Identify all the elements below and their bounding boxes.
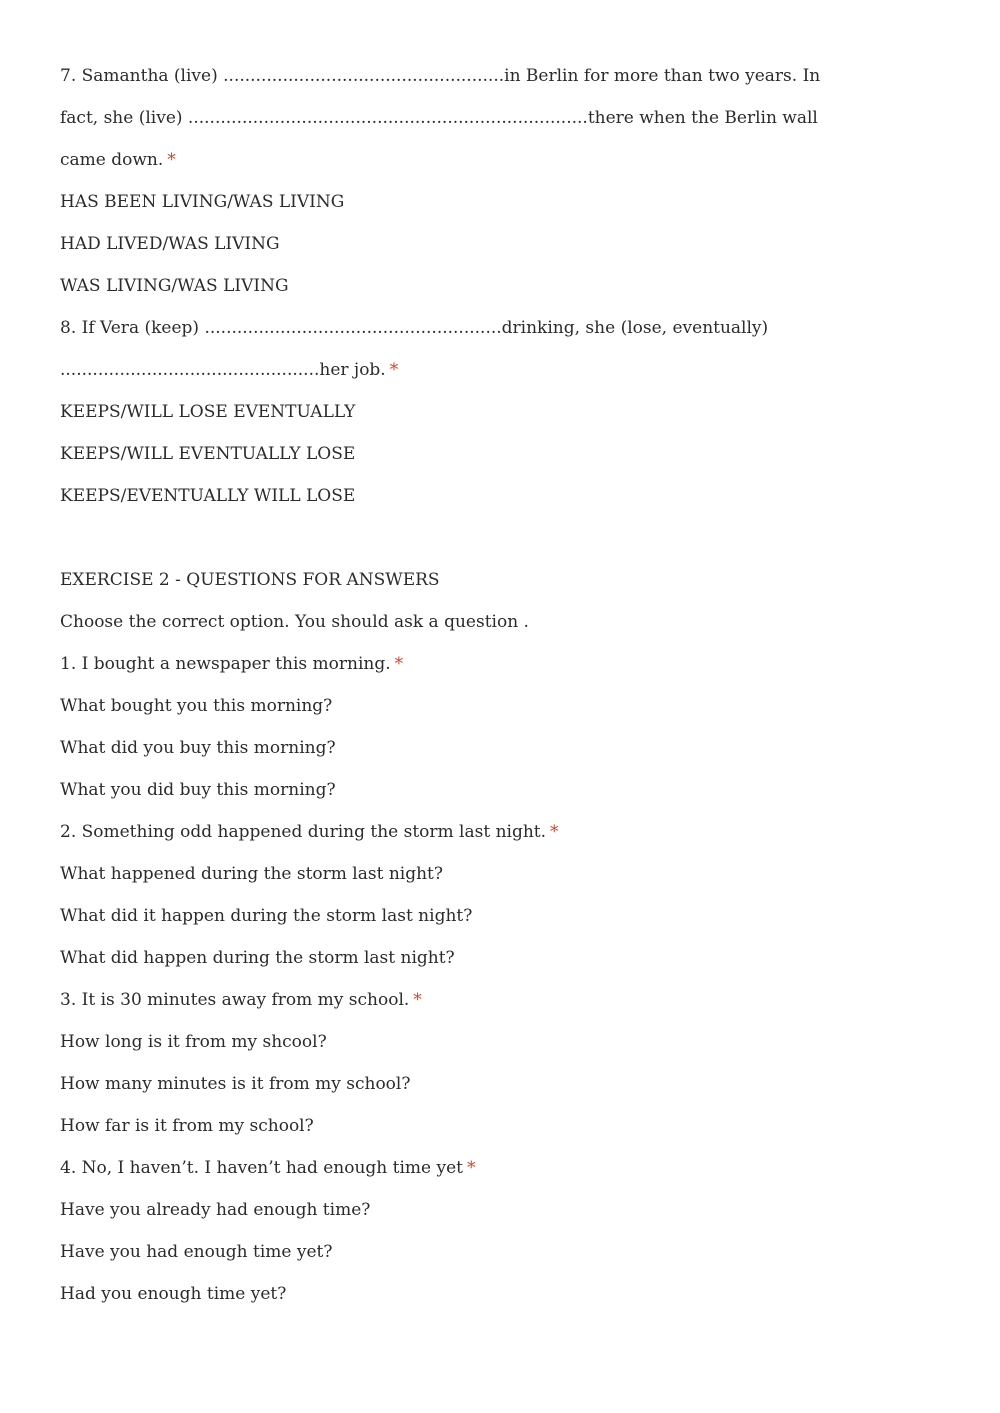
question-7: [60, 55, 821, 307]
exercise-2-question-1: [60, 643, 780, 811]
required-marker: *: [394, 654, 404, 674]
required-marker: *: [413, 990, 422, 1010]
question-7-option-2[interactable]: HAD LIVED/WAS LIVING: [60, 234, 280, 254]
required-marker: *: [550, 822, 559, 842]
question-prompt-text: 1. I bought a newspaper this morning.: [60, 654, 391, 674]
question-8-text-end: ................................................her job.: [60, 360, 386, 380]
question-prompt: [60, 811, 780, 853]
required-marker: *: [389, 360, 399, 380]
exercise-2-instruction: Choose the correct option. You should ask a question .: [60, 612, 529, 632]
question-7-text-line-2: fact, she (live) ..........................................................................there when the Berlin wall: [60, 108, 818, 128]
question-8-option-3[interactable]: KEEPS/EVENTUALLY WILL LOSE: [60, 486, 356, 506]
question-7-text-end: came down.: [60, 150, 164, 170]
question-option[interactable]: Have you already had enough time?: [60, 1200, 371, 1220]
question-option[interactable]: How far is it from my school?: [60, 1116, 314, 1136]
question-8: [60, 307, 780, 517]
question-option[interactable]: What did you buy this morning?: [60, 738, 336, 758]
question-7-text-line-3: [60, 139, 780, 181]
question-option[interactable]: How many minutes is it from my school?: [60, 1074, 411, 1094]
exercise-2-question-2: [60, 811, 780, 979]
question-8-text-line-1: 8. If Vera (keep) .......................................................drinking, she (lose, eventually): [60, 318, 769, 338]
question-7-option-1[interactable]: HAS BEEN LIVING/WAS LIVING: [60, 192, 345, 212]
question-8-text-line-2: [60, 349, 780, 391]
question-prompt-text: 4. No, I haven’t. I haven’t had enough time yet: [60, 1158, 464, 1178]
required-marker: *: [167, 150, 176, 170]
exercise-2-question-3: [60, 979, 780, 1147]
question-option[interactable]: Had you enough time yet?: [60, 1284, 287, 1304]
question-prompt-text: 3. It is 30 minutes away from my school.: [60, 990, 410, 1010]
section-spacer: [60, 517, 780, 559]
question-8-option-1[interactable]: KEEPS/WILL LOSE EVENTUALLY: [60, 402, 356, 422]
question-option[interactable]: What happened during the storm last night?: [60, 864, 444, 884]
question-8-option-2[interactable]: KEEPS/WILL EVENTUALLY LOSE: [60, 444, 356, 464]
question-prompt: [60, 1147, 780, 1189]
exercise-2-title: EXERCISE 2 - QUESTIONS FOR ANSWERS: [60, 570, 440, 590]
question-option[interactable]: Have you had enough time yet?: [60, 1242, 333, 1262]
exercise-2-question-4: [60, 1147, 780, 1315]
question-option[interactable]: What did happen during the storm last night?: [60, 948, 455, 968]
required-marker: *: [467, 1158, 476, 1178]
question-option[interactable]: What did it happen during the storm last night?: [60, 906, 473, 926]
question-option[interactable]: What you did buy this morning?: [60, 780, 336, 800]
worksheet-page: [60, 55, 821, 1315]
question-option[interactable]: What bought you this morning?: [60, 696, 333, 716]
question-option[interactable]: How long is it from my shcool?: [60, 1032, 327, 1052]
question-prompt: [60, 643, 780, 685]
question-prompt-text: 2. Something odd happened during the storm last night.: [60, 822, 547, 842]
question-7-option-3[interactable]: WAS LIVING/WAS LIVING: [60, 276, 289, 296]
question-prompt: [60, 979, 780, 1021]
question-7-text-line-1: 7. Samantha (live) ....................................................in Berlin for more than two years. In: [60, 66, 821, 86]
